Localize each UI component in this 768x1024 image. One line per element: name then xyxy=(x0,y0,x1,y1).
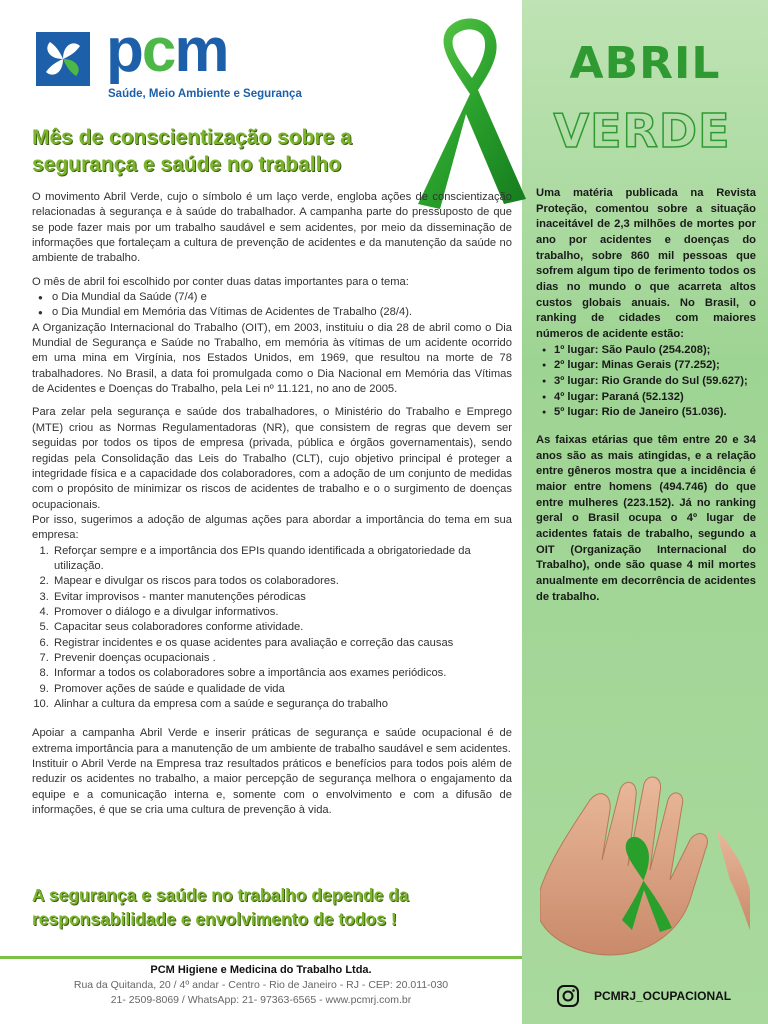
dates-list xyxy=(32,290,512,321)
campaign-word-verde: VERDE xyxy=(553,104,731,158)
closing-headline: A segurança e saúde no trabalho depende da responsabilidade e envolvimento de todos ! xyxy=(32,885,409,929)
main-article xyxy=(32,190,512,818)
ranking-list xyxy=(536,343,756,421)
list-item: 5. Capacitar seus colaboradores conforme atividade. xyxy=(52,620,512,635)
sidebar-paragraph-stats: Uma matéria publicada na Revista Proteção, comentou sobre a situação inaceitável de 2,3 milhões de mortes por ano por acidentes e doenças do trabalho, sobre 860 mil pessoas que sofrem algum tipo de ferimento todos os dias no mundo o que acarreta altos custos globais anuais. No Brasil, o ranking de cidades com maiores números de acidente estão: xyxy=(536,187,756,341)
instagram-icon xyxy=(556,984,580,1008)
list-item: 4. Promover o diálogo e a divulgar informativos. xyxy=(52,605,512,620)
hands-holding-ribbon-icon xyxy=(540,770,750,960)
list-item: 3. Evitar improvisos - manter manutenções pérodicas xyxy=(52,590,512,605)
list-item: 7. Prevenir doenças ocupacionais . xyxy=(52,651,512,666)
list-item: ● o Dia Mundial da Saúde (7/4) e xyxy=(38,290,512,305)
logo-wordmark: pcm xyxy=(106,16,228,85)
footer-company: PCM Higiene e Medicina do Trabalho Ltda. xyxy=(150,964,372,976)
oit-paragraph: A Organização Internacional do Trabalho (OIT), em 2003, instituiu o dia 28 de abril como o Dia Mundial de Segurança e Saúde no Trabalho, em memória às vítimas de um acidente ocorrido em uma mina em Virgínia, nos Estados Unidos, em 1969, que resultou na morte de 78 trabalhadores. No Brasil, a data foi promulgada como o Dia Nacional em Memória das Vítimas de Acidentes e Doenças do Trabalho, pela Lei nº 11.121, no ano de 2005. xyxy=(32,321,512,396)
mte-paragraph: Para zelar pela segurança e saúde dos trabalhadores, o Ministério do Trabalho e Emprego (MTE) criou as Normas Regulamentadoras (NR), que consistem de regras que devem ser seguidas por todos os tipos de empresa (privada, pública e órgãos governamentais), sendo regidas pela Consolidação das Leis do Trabalho (CLT), cujo objetivo principal é proteger a integridade física e a capacidade dos colaboradores, com a adoção de um conjunto de medidas com o propósito de minimizar os riscos de acidentes de trabalho e o o surgimento de doenças ocupacionais. xyxy=(32,406,512,511)
list-item: ● 4º lugar: Paraná (52.132) xyxy=(542,390,756,406)
list-item: ● 3º lugar: Rio Grande do Sul (59.627); xyxy=(542,374,756,390)
benefits-paragraph: Instituir o Abril Verde na Empresa traz resultados práticos e benefícios para todos pois além de reduzir os acidentes no trabalho, a maior percepção de segurança melhora o engajamento da equipe e a comunicação interna e, somente com o envolvimento e com a difusão de informações, é que se cria uma cultura de prevenção à vida. xyxy=(32,758,512,817)
actions-intro: Por isso, sugerimos a adoção de algumas ações para abordar a importância do tema em sua empresa: xyxy=(32,513,512,542)
footer-address: Rua da Quitanda, 20 / 4º andar - Centro - Rio de Janeiro - RJ - CEP: 20.011-030 xyxy=(73,979,449,992)
list-item: 9. Promover ações de saúde e qualidade de vida xyxy=(52,682,512,697)
list-item: ● 1º lugar: São Paulo (254.208); xyxy=(542,343,756,359)
actions-list xyxy=(32,544,512,713)
footer xyxy=(0,963,522,1008)
pcm-logo xyxy=(36,16,302,108)
list-item: 2. Mapear e divulgar os riscos para todos os colaboradores. xyxy=(52,574,512,589)
green-ribbon-icon xyxy=(400,14,530,214)
footer-divider xyxy=(0,956,522,959)
page-title: Mês de conscientização sobre a segurança e saúde no trabalho xyxy=(32,126,352,177)
sidebar-article xyxy=(536,186,756,605)
list-item: ● o Dia Mundial em Memória das Vítimas de Acidentes de Trabalho (28/4). xyxy=(38,305,512,320)
dates-intro: O mês de abril foi escolhido por conter duas datas importantes para o tema: xyxy=(32,275,409,288)
sidebar-paragraph-demographics: As faixas etárias que têm entre 20 e 34 anos são as mais atingidas, e a relação entre gêneros mostra que a incidência é maior entre homens (494.746) do que entre mulheres (223.152). Já no ranking geral o Brasil ocupa o 4º lugar de acidentes fatais de trabalho, segundo a OIT (Organização Internacional do Trabalho), onde são quase 4 mil mortes anualmente em decorrência de acidentes de trabalho. xyxy=(536,434,756,603)
logo-symbol-icon xyxy=(36,32,90,86)
list-item: ● 2º lugar: Minas Gerais (77.252); xyxy=(542,358,756,374)
list-item: 8. Informar a todos os colaboradores sobre a importância aos exames periódicos. xyxy=(52,666,512,681)
intro-paragraph: O movimento Abril Verde, cujo o símbolo é um laço verde, engloba ações de conscientização relacionadas à segurança e à saúde do trabalhador. A campanha parte do pressuposto de que se pode fazer mais por um trabalho saudável e sem acidentes, por meio da disseminação de informações que fortaleçam a cultura de prevenção de acidentes e da manutenção da saúde no ambiente de trabalho. xyxy=(32,191,512,265)
support-paragraph: Apoiar a campanha Abril Verde e inserir práticas de segurança e saúde ocupacional é de extrema importância para a manutenção de um ambiente de trabalho saudável e sem acidentes. xyxy=(32,727,512,755)
instagram-handle[interactable]: PCMRJ_OCUPACIONAL xyxy=(594,989,732,1003)
logo-tagline: Saúde, Meio Ambiente e Segurança xyxy=(108,88,302,100)
footer-contact: 21- 2509-8069 / WhatsApp: 21- 97363-6565 - www.pcmrj.com.br xyxy=(110,994,412,1007)
campaign-word-abril: ABRIL xyxy=(569,38,721,89)
list-item: 1. Reforçar sempre e a importância dos EPIs quando identificada a obrigatoriedade da utilização. xyxy=(52,544,512,575)
list-item: 10. Alinhar a cultura da empresa com a saúde e segurança do trabalho xyxy=(52,697,512,712)
instagram-link[interactable] xyxy=(556,982,756,1010)
list-item: 6. Registrar incidentes e os quase acidentes para avaliação e correção das causas xyxy=(52,636,512,651)
list-item: ● 5º lugar: Rio de Janeiro (51.036). xyxy=(542,405,756,421)
